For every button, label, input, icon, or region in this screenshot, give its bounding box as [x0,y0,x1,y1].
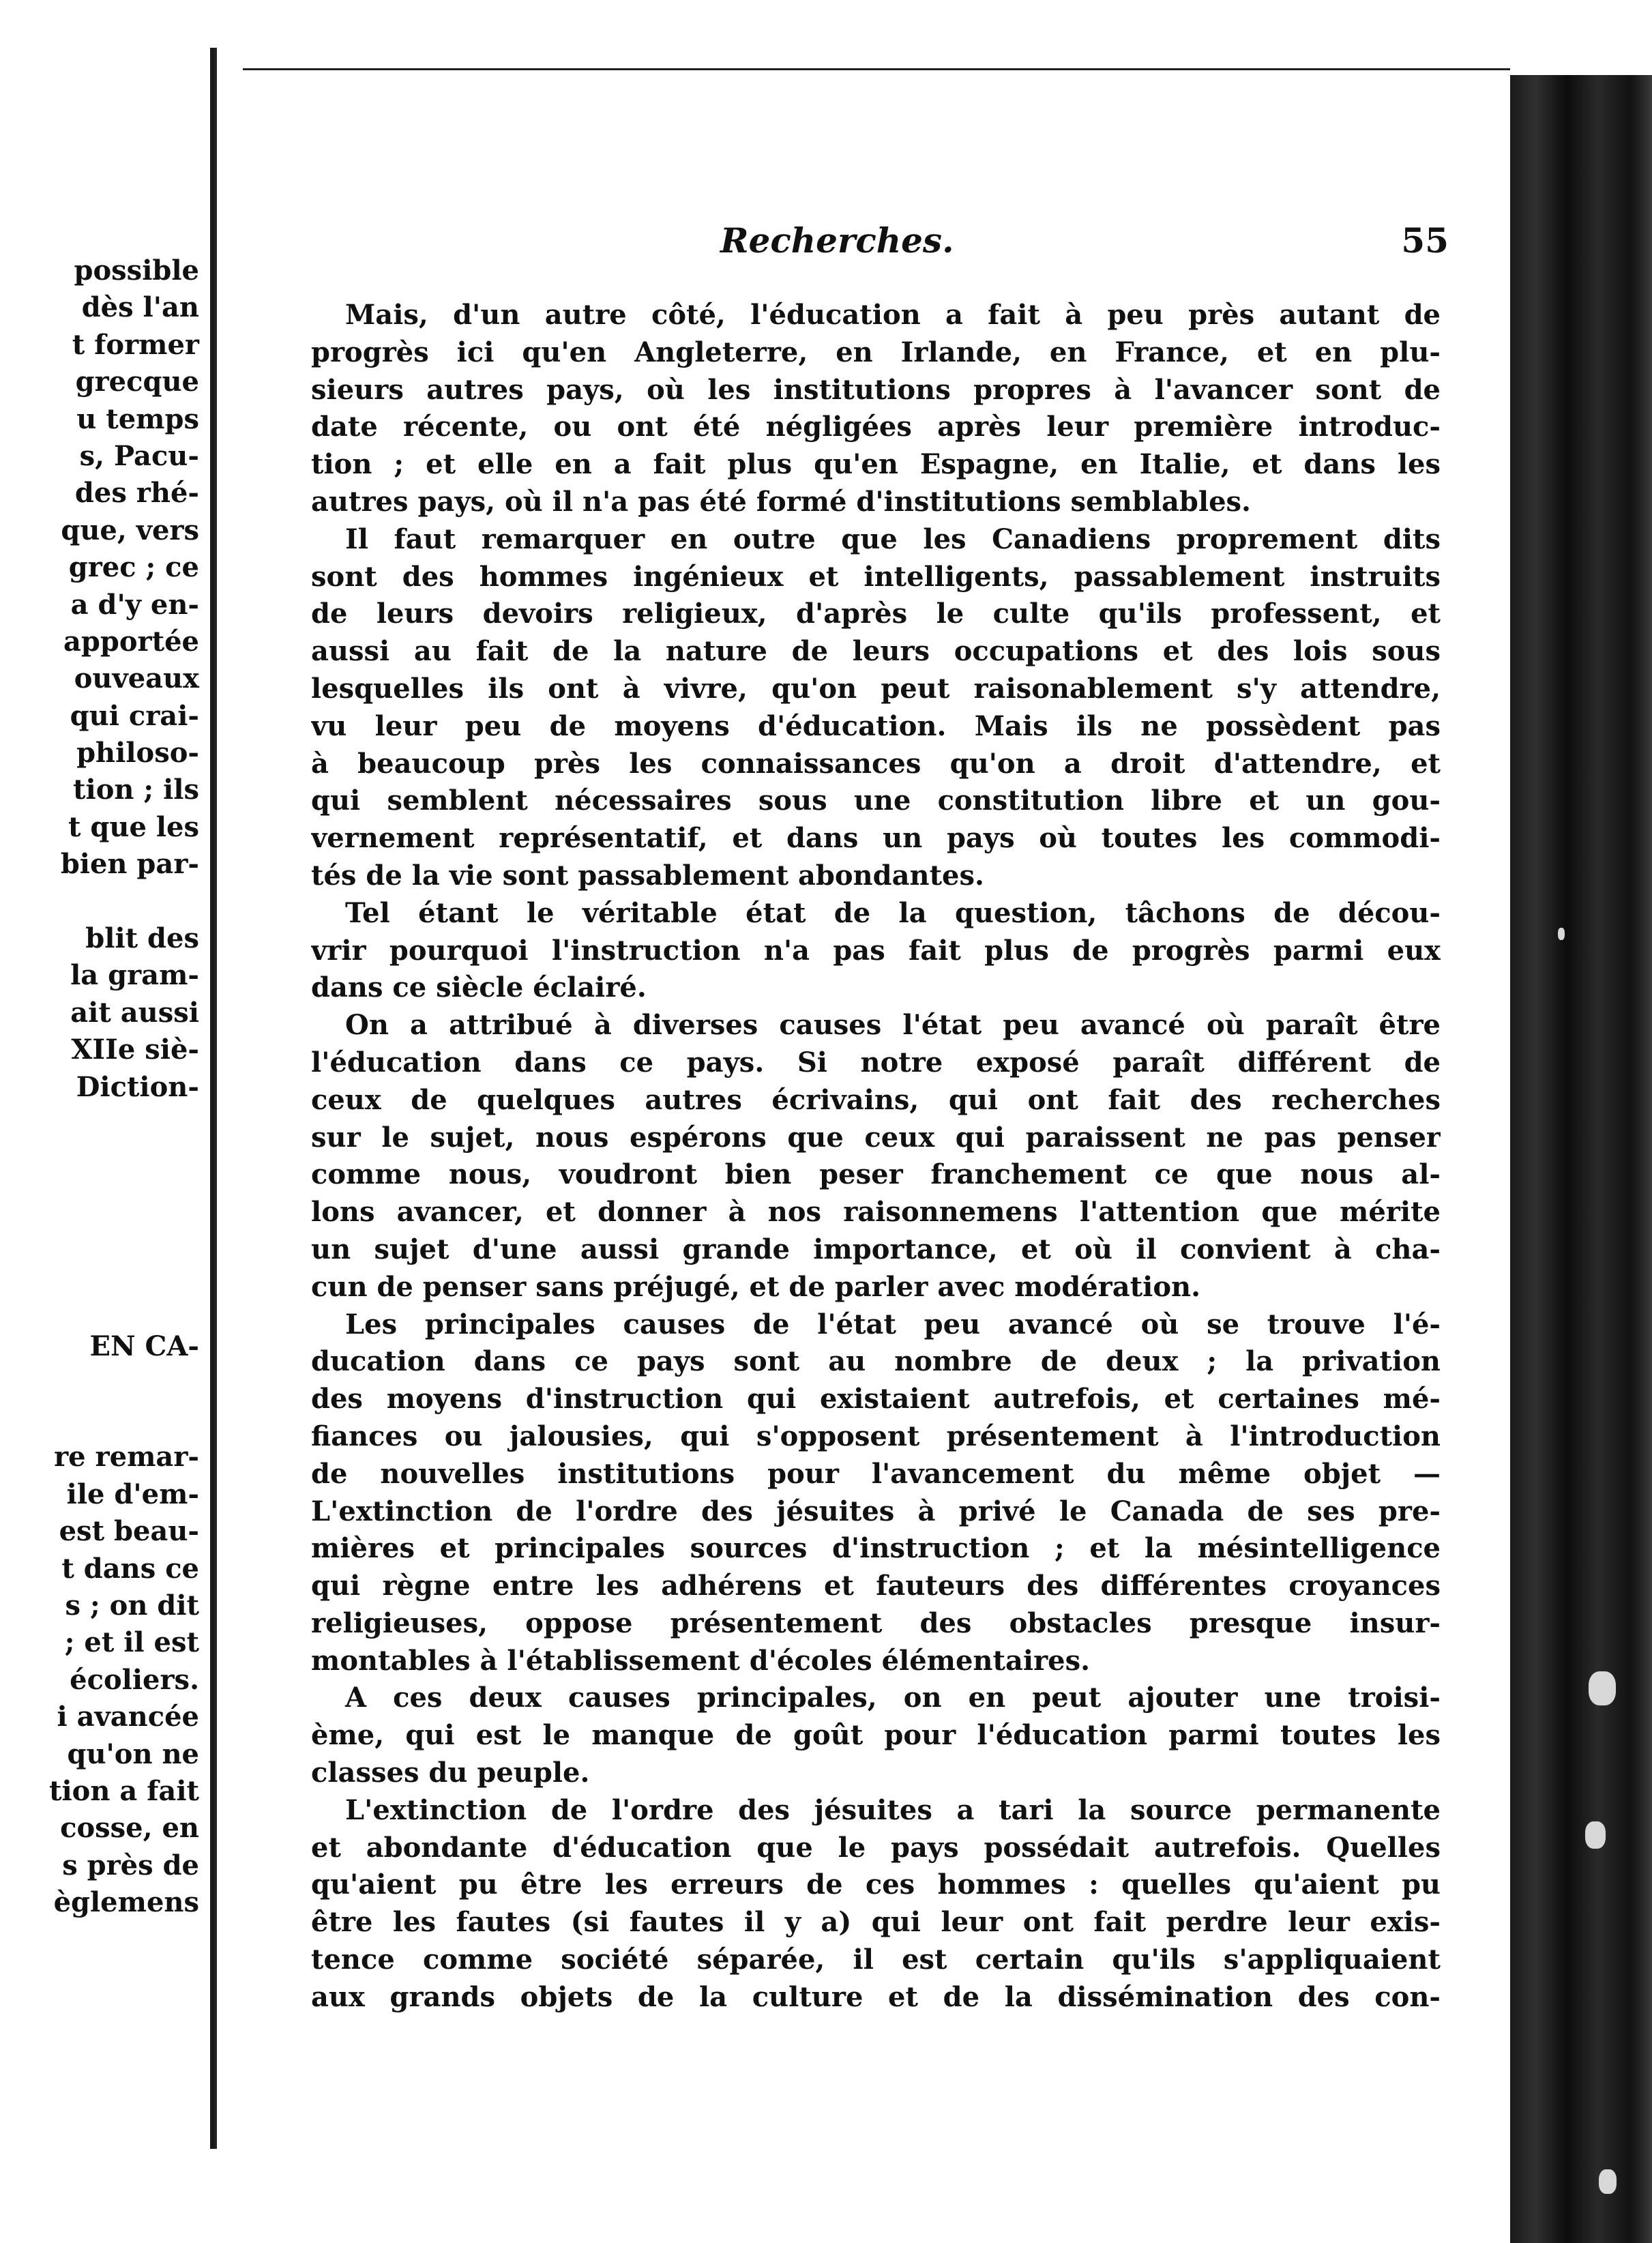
text-line: tion ; et elle en a fait plus qu'en Espagne, en Italie, et dans les [311,448,1441,481]
text-line: vernement représentatif, et dans un pays où toutes les commodi- [311,822,1441,855]
text-line: montables à l'établissement d'écoles élémentaires. [311,1644,1091,1677]
left-page-fragment: re remar- [54,1441,199,1474]
text-line: classes du peuple. [311,1757,590,1789]
text-line: progrès ici qu'en Angleterre, en Irlande, en France, et en plu- [311,336,1441,368]
text-line: dans ce siècle éclairé. [311,971,647,1004]
left-page-fragment: dès l'an [81,291,199,324]
text-line: sont des hommes ingénieux et intelligents, passablement instruits [311,560,1441,593]
text-line: l'éducation dans ce pays. Si notre exposé paraît différent de [311,1046,1441,1079]
text-line: à beaucoup près les connaissances qu'on a droit d'attendre, et [311,747,1441,780]
left-page-fragment: que, vers [61,514,199,546]
left-page-fragment: XIIe siè- [71,1033,199,1066]
text-line: Tel étant le véritable état de la question, tâchons de décou- [345,896,1441,929]
text-line: lons avancer, et donner à nos raisonnemens l'attention que mérite [311,1196,1441,1229]
text-line: Il faut remarquer en outre que les Canadiens proprement dits [345,523,1441,555]
left-page-fragment: t que les [68,810,199,843]
edge-speck [1558,928,1565,940]
page-header [243,220,1510,268]
left-page-fragment: tion a fait [49,1774,199,1807]
left-page-fragment: la gram- [70,959,199,992]
text-line: un sujet d'une aussi grande importance, et où il convient à cha- [311,1233,1441,1265]
left-page-fragment: qu'on ne [67,1738,199,1770]
left-page-edge [0,48,214,2149]
text-line: vrir pourquoi l'instruction n'a pas fait plus de progrès parmi eux [311,934,1441,967]
left-page-fragment: des rhé- [74,477,199,510]
left-page-fragment: grecque [75,366,199,398]
text-line: qui semblent nécessaires sous une constitution libre et un gou- [311,785,1441,817]
left-page-fragment: s ; on dit [65,1589,199,1622]
text-line: tés de la vie sont passablement abondantes. [311,859,984,892]
text-line: fiances ou jalousies, qui s'opposent présentement à l'introduction [311,1420,1441,1452]
text-line: sur le sujet, nous espérons que ceux qui paraissent ne pas penser [311,1121,1441,1154]
left-page-fragment: tion ; ils [73,774,199,806]
left-page-fragment: EN CA- [89,1330,199,1362]
book-gutter [214,48,246,2149]
left-page-fragment: i avancée [57,1701,199,1733]
left-page-fragment: grec ; ce [68,551,199,584]
left-page-fragment: écoliers. [70,1663,199,1696]
text-line: autres pays, où il n'a pas été formé d'institutions semblables. [311,485,1251,518]
text-line: sieurs autres pays, où les institutions propres à l'avancer sont de [311,373,1441,406]
edge-speck [1589,1671,1616,1705]
text-line: aux grands objets de la culture et de la dissémination des con- [311,1980,1441,2013]
left-page-fragment: ile d'em- [66,1478,199,1510]
left-page-fragment: philoso- [76,737,199,769]
left-page-fragment: s près de [62,1849,199,1881]
book-edge-dark [1510,75,1652,2243]
text-line: L'extinction de l'ordre des jésuites à privé le Canada de ses pre- [311,1495,1441,1527]
left-page-fragment: Diction- [76,1070,199,1103]
left-page-fragment: ouveaux [74,662,199,695]
text-line: vu leur peu de moyens d'éducation. Mais ils ne possèdent pas [311,709,1441,742]
left-page-fragment: possible [74,254,199,287]
page-body-text [311,297,1441,2017]
text-line: On a attribué à diverses causes l'état peu avancé où paraît être [345,1009,1441,1042]
text-line: ème, qui est le manque de goût pour l'éducation parmi toutes les [311,1719,1441,1752]
left-page-fragment: ait aussi [70,996,199,1029]
text-line: L'extinction de l'ordre des jésuites a tari la source permanente [345,1793,1441,1826]
text-line: ducation dans ce pays sont au nombre de deux ; la privation [311,1345,1441,1378]
text-line: et abondante d'éducation que le pays possédait autrefois. Quelles [311,1831,1441,1864]
fragment-gap [1,1106,199,1328]
text-line: qui règne entre les adhérens et fauteurs des différentes croyances [311,1570,1441,1602]
text-line: tence comme société séparée, il est certain qu'ils s'appliquaient [311,1944,1441,1976]
left-page-text-fragments [1,252,199,1921]
edge-speck [1585,1821,1606,1849]
text-line: date récente, ou ont été négligées après leur première introduc- [311,411,1441,443]
text-line: lesquelles ils ont à vivre, qu'on peut raisonablement s'y attendre, [311,672,1441,705]
text-line: qu'aient pu être les erreurs de ces hommes : quelles qu'aient pu [311,1868,1441,1901]
text-line: mières et principales sources d'instruction ; et la mésintelligence [311,1532,1441,1565]
left-page-fragment: a d'y en- [70,588,199,621]
left-page-fragment: s, Pacu- [79,439,199,472]
text-line: de leurs devoirs religieux, d'après le culte qu'ils professent, et [311,598,1441,630]
left-page-fragment: qui crai- [70,699,199,732]
left-page-fragment: blit des [85,922,199,955]
page-number: 55 [1401,220,1449,261]
text-line: de nouvelles institutions pour l'avancement du même objet — [311,1457,1441,1490]
text-line: ceux de quelques autres écrivains, qui ont fait des recherches [311,1083,1441,1116]
fragment-gap [1,883,199,920]
text-line: cun de penser sans préjugé, et de parler avec modération. [311,1270,1201,1303]
text-line: Mais, d'un autre côté, l'éducation a fait à peu près autant de [345,299,1441,331]
text-line: aussi au fait de la nature de leurs occupations et des lois sous [311,635,1441,668]
text-line: Les principales causes de l'état peu avancé où se trouve l'é- [345,1308,1441,1340]
left-page-fragment: u temps [76,402,199,435]
text-line: religieuses, oppose présentement des obstacles presque insur- [311,1607,1441,1639]
text-line: des moyens d'instruction qui existaient autrefois, et certaines mé- [311,1383,1441,1416]
left-page-fragment: ; et il est [64,1626,199,1659]
edge-speck [1599,2169,1617,2194]
left-page-fragment: est beau- [59,1515,199,1548]
left-page-fragment: t dans ce [61,1552,199,1585]
text-line: comme nous, voudront bien peser franchement ce que nous al- [311,1158,1441,1191]
left-page-fragment: èglemens [53,1886,199,1919]
running-title: Recherches. [720,220,954,261]
right-page [243,68,1510,2212]
left-page-fragment: cosse, en [60,1812,199,1845]
left-page-fragment: bien par- [60,848,199,881]
text-line: A ces deux causes principales, on en peut ajouter une troisi- [345,1682,1441,1714]
left-page-fragment: apportée [63,625,199,658]
left-page-fragment: t former [72,328,199,361]
text-line: être les fautes (si fautes il y a) qui leur ont fait perdre leur exis- [311,1906,1441,1939]
fragment-gap [1,1365,199,1439]
